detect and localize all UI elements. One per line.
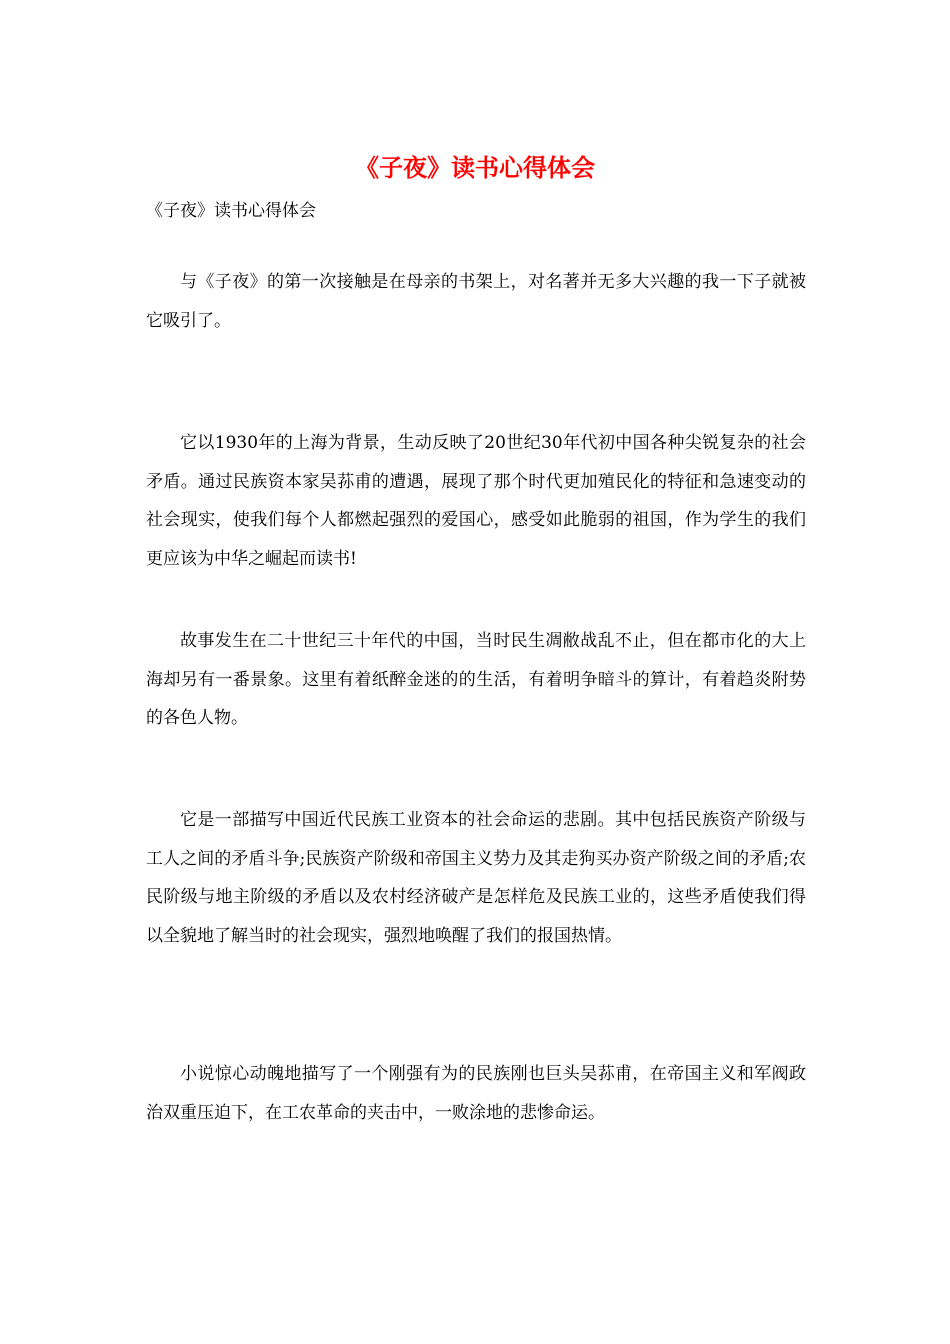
document-title: 《子夜》读书心得体会 xyxy=(355,153,595,182)
document-subtitle: 《子夜》读书心得体会 xyxy=(146,201,316,221)
paragraph-5: 小说惊心动魄地描写了一个刚强有为的民族刚也巨头吴荪甫，在帝国主义和军阀政治双重压迫下，在工农革命的夹击中，一败涂地的悲惨命运。 xyxy=(146,1064,806,1123)
paragraph-4: 它是一部描写中国近代民族工业资本的社会命运的悲剧。其中包括民族资产阶级与工人之间的矛盾斗争;民族资产阶级和帝国主义势力及其走狗买办资产阶级之间的矛盾;农民阶级与地主阶级的矛盾以及农村经济破产是怎样危及民族工业的，这些矛盾使我们得以全貌地了解当时的社会现实，强烈地唤醒了我们的报国热情。 xyxy=(146,810,806,946)
paragraph-2: 它以1930年的上海为背景，生动反映了20世纪30年代初中国各种尖锐复杂的社会矛盾。通过民族资本家吴荪甫的遭遇，展现了那个时代更加殖民化的特征和急速变动的社会现实，使我们每个人都燃起强烈的爱国心，感受如此脆弱的祖国，作为学生的我们更应该为中华之崛起而读书! xyxy=(146,433,806,569)
paragraph-1: 与《子夜》的第一次接触是在母亲的书架上，对名著并无多大兴趣的我一下子就被它吸引了。 xyxy=(146,272,806,331)
paragraph-3: 故事发生在二十世纪三十年代的中国，当时民生凋敝战乱不止，但在都市化的大上海却另有一番景象。这里有着纸醉金迷的的生活，有着明争暗斗的算计，有着趋炎附势的各色人物。 xyxy=(146,631,806,728)
